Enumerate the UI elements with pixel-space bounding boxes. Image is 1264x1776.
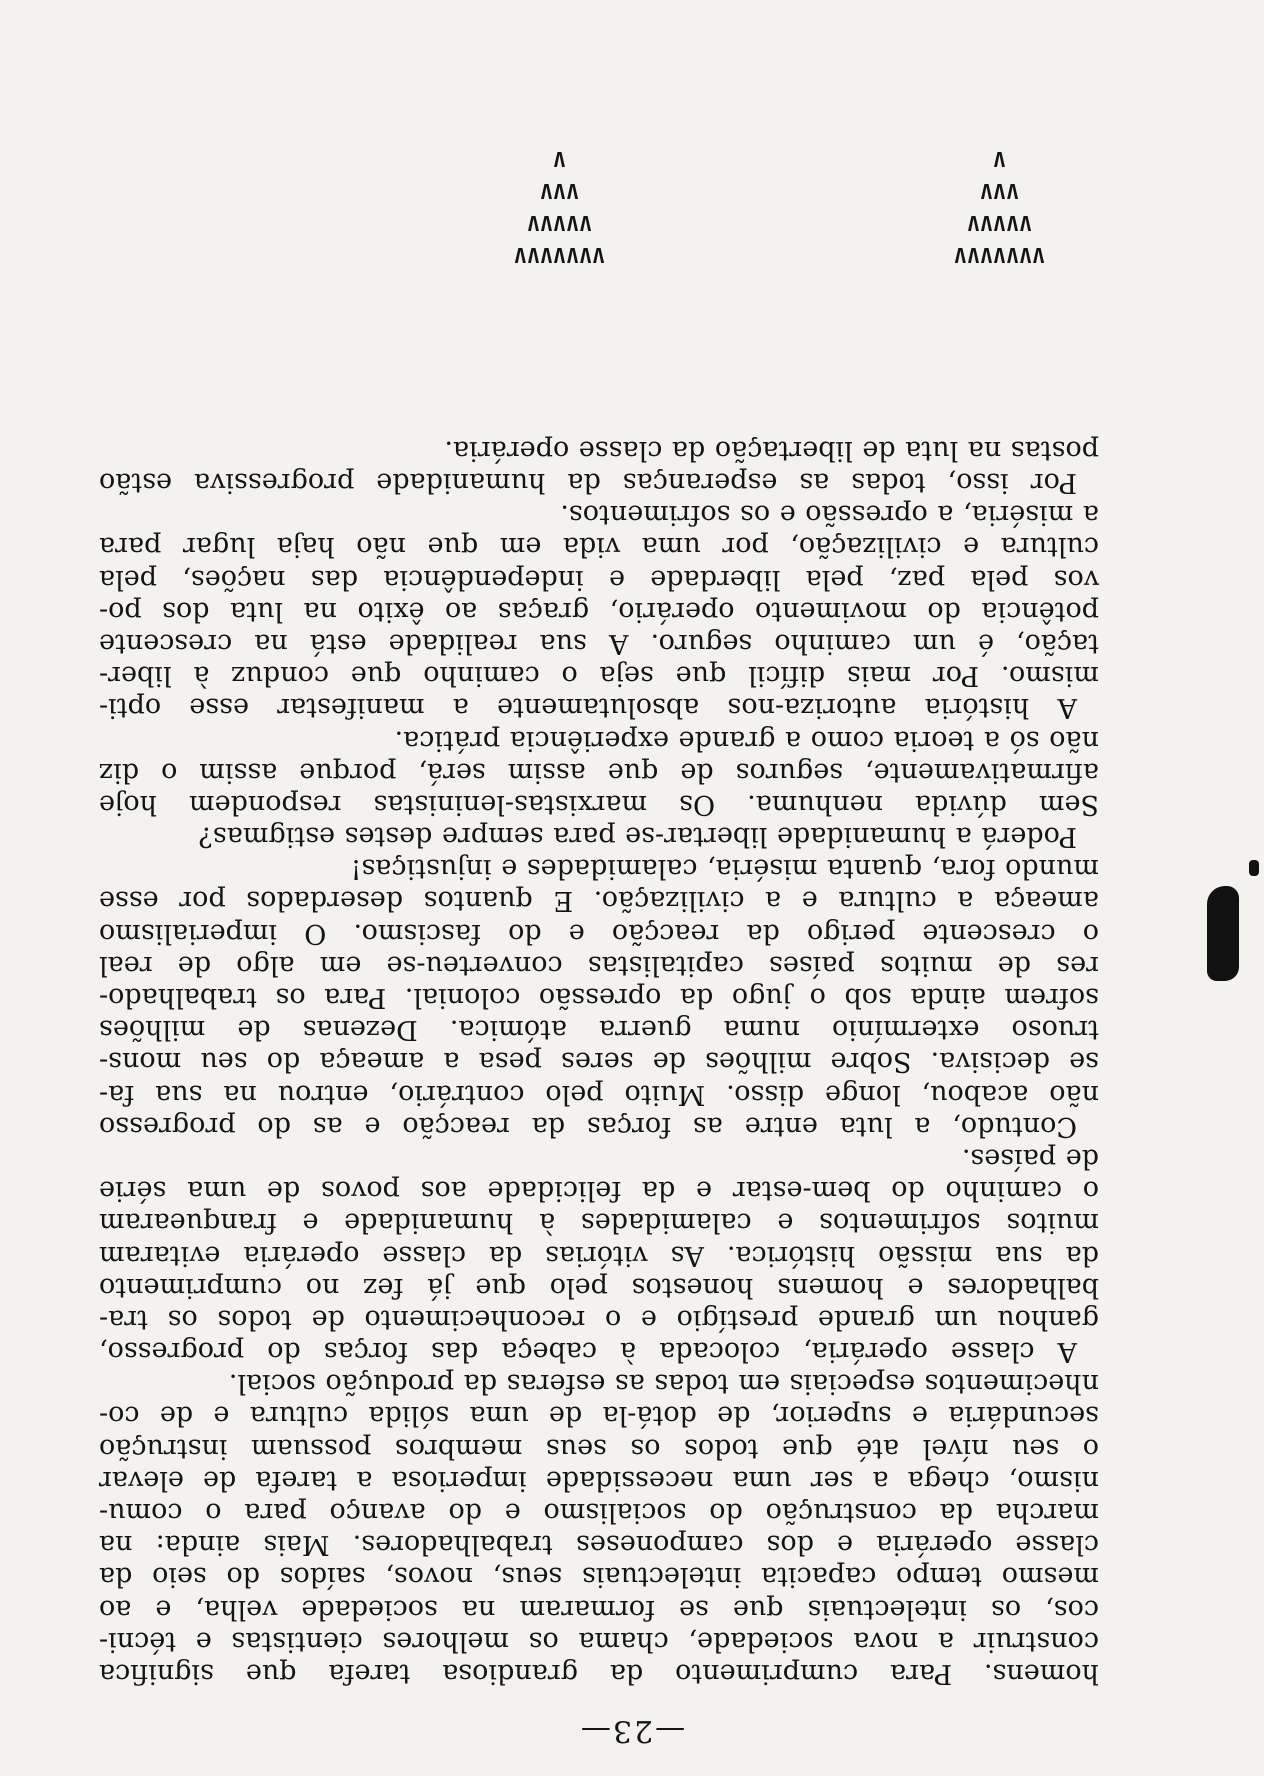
text-line: a miséria, a opressão e os sofrimentos. — [560, 499, 1099, 531]
text-line: sofrem ainda sob o jugo da opressão colonial. Para os trabalhado- — [99, 982, 1099, 1014]
ornament-right — [474, 143, 644, 271]
text-line: ameaça a cultura e a civilização. E quantos deserdados por esse — [99, 885, 1099, 917]
ornament-row: VVVVV — [966, 211, 1032, 235]
text-line: potência do movimento operário, graças ao êxito na luta dos po- — [99, 595, 1099, 627]
ornament-row: VVVVVVV — [513, 243, 605, 267]
ink-mark — [1249, 860, 1259, 876]
text-line: não só a teoria como a grande experiência prática. — [394, 724, 1099, 756]
text-line: marcha da construção do socialismo e do avanço para o comu- — [99, 1497, 1099, 1529]
text-line: vos pela paz, pela liberdade e independência das nações, pela — [99, 563, 1099, 595]
page-number: —23— — [578, 1713, 686, 1748]
ornament-left — [914, 143, 1084, 271]
text-line: cos, os intelectuais que se formaram na sociedade velha, e ao — [99, 1593, 1099, 1625]
ornament-row: VVVVVVV — [953, 243, 1045, 267]
text-line: mismo. Por mais difícil que seja o caminho que conduz à liber- — [99, 660, 1099, 692]
ornament-row: VVV — [979, 179, 1019, 203]
text-line: A classe operária, colocada à cabeça das forças do progresso, — [99, 1336, 1077, 1368]
text-line: o seu nível até que todos os seus membros possuam instrução — [99, 1432, 1099, 1464]
text-line: afirmativamente, seguros de que assim será, porque assim o diz — [99, 756, 1099, 788]
text-line: da sua missão histórica. As vitórias da classe operária evitaram — [99, 1239, 1099, 1271]
text-line: Contudo, a luta entre as forças da reacção e as do progresso — [99, 1110, 1077, 1142]
text-line: o caminho do bem-estar e da felicidade aos povos de uma série — [99, 1175, 1099, 1207]
text-line: muitos sofrimentos e calamidades à humanidade e franquearam — [99, 1207, 1099, 1239]
text-line: secundária e superior, de dotá-la de uma sólida cultura e de co- — [99, 1400, 1099, 1432]
text-line: classe operária e dos camponeses trabalhadores. Mais ainda: na — [99, 1529, 1099, 1561]
text-line: Poderá a humanidade libertar-se para sempre destes estigmas? — [198, 821, 1077, 853]
ink-blot — [1207, 886, 1239, 981]
text-line: ganhou um grande prestígio e o reconhecimento de todos os tra- — [99, 1303, 1099, 1335]
text-line: mundo fora, quanta miséria, calamidades e injustiças! — [350, 853, 1099, 885]
ornament-row: VVVVV — [526, 211, 592, 235]
text-line: Sem dúvida nenhuma. Os marxistas-leninistas respondem hoje — [99, 788, 1099, 820]
text-line: mesmo tempo capacita intelectuais seus, novos, saídos do seio da — [99, 1561, 1099, 1593]
ornament-row: V — [992, 147, 1006, 171]
text-line: res de muitos países capitalistas converteu-se em algo de real — [99, 949, 1099, 981]
text-line: Por isso, todas as esperanças da humanidade progressiva estão — [99, 467, 1077, 499]
text-line: se decisiva. Sobre milhões de seres pesa a ameaça do seu mons- — [99, 1046, 1099, 1078]
text-line: A história autoriza-nos absolutamente a manifestar esse opti- — [99, 692, 1077, 724]
text-line: balhadores e homens honestos pelo que já fez no cumprimento — [99, 1271, 1099, 1303]
text-line: postas na luta de libertação da classe operária. — [444, 434, 1099, 466]
text-line: nismo, chega a ser uma necessidade imperiosa a tarefa de elevar — [99, 1464, 1099, 1496]
text-line: não acabou, longe disso. Muito pelo contrário, entrou na sua fa- — [99, 1078, 1099, 1110]
ornament-row: VVV — [539, 179, 579, 203]
text-line: truoso extermínio numa guerra atómica. Dezenas de milhões — [99, 1014, 1099, 1046]
text-line: construir a nova sociedade, chama os melhores cientistas e técni- — [99, 1625, 1099, 1657]
text-line: nhecimentos especiais em todas as esferas da produção social. — [228, 1368, 1099, 1400]
text-line: tação, é um caminho seguro. A sua realidade está na crescente — [99, 628, 1099, 659]
text-line: de países. — [961, 1143, 1099, 1174]
text-line: homens. Para cumprimento da grandiosa tarefa que significa — [99, 1658, 1099, 1689]
ornament-row: V — [552, 147, 566, 171]
text-line: o crescente perigo da reacção e do fascismo. O imperialismo — [99, 917, 1099, 949]
text-line: cultura e civilização, por uma vida em que não haja lugar para — [99, 531, 1099, 563]
body-text — [99, 434, 1099, 1689]
